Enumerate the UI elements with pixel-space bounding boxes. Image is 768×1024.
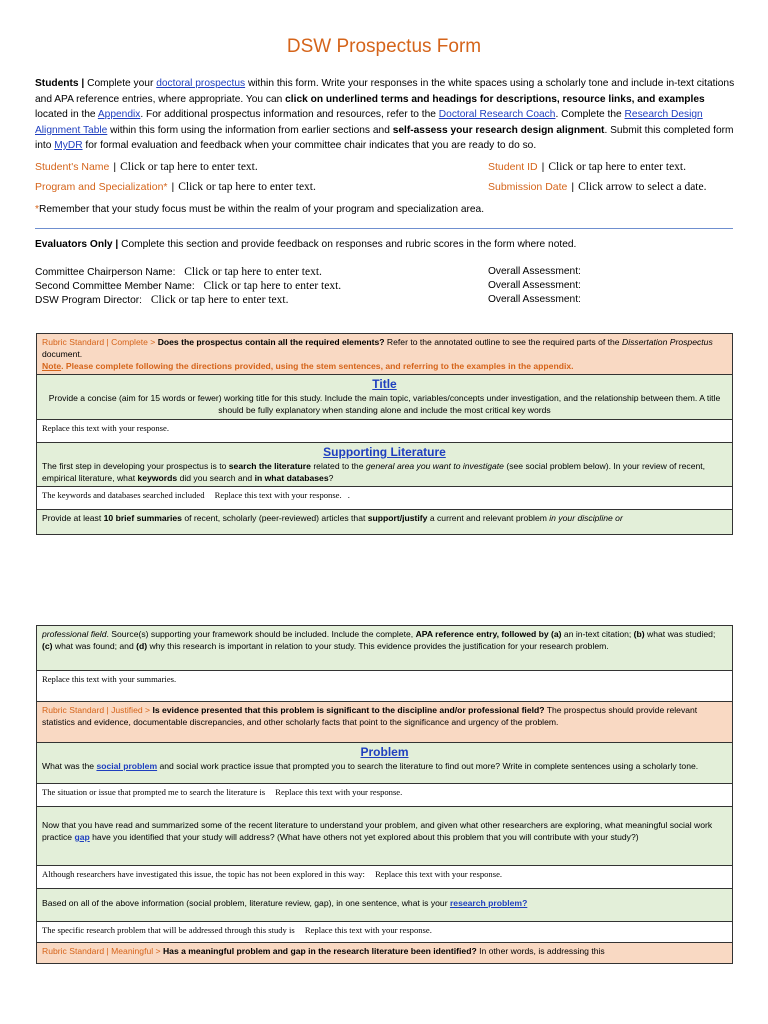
rubric-meaningful-cell: Rubric Standard | Meaningful > Has a meaningful problem and gap in the research literature been identified? In other words, is addressing this — [37, 943, 733, 964]
submission-date-row: Submission Date | Click arrow to select a date. — [488, 181, 707, 193]
gap-instructions-cell: Now that you have read and summarized some of the recent literature to understand your problem, and given what other researchers are exploring, what meaningful social work practice gap have you identified that your study will address? (What have others not yet explored about this problem that you will contribute with your study?) — [37, 807, 733, 866]
supporting-literature-heading-link[interactable]: Supporting Literature — [323, 445, 446, 459]
second-member-field[interactable]: Click or tap here to enter text. — [203, 280, 342, 292]
student-id-label: Student ID — [488, 161, 538, 173]
student-name-field[interactable]: Click or tap here to enter text. — [120, 161, 258, 173]
student-name-label: Student's Name — [35, 161, 110, 173]
research-problem-response-cell — [37, 922, 733, 943]
problem-heading-link[interactable]: Problem — [360, 745, 409, 759]
problem-stem: The situation or issue that prompted me to search the literature is — [42, 787, 266, 797]
doctoral-research-coach-link[interactable]: Doctoral Research Coach — [438, 109, 556, 120]
research-design-alignment-table-link[interactable]: Research Design Alignment Table — [35, 109, 703, 136]
student-id-field[interactable]: Click or tap here to enter text. — [548, 161, 686, 173]
keywords-response-field[interactable]: Replace this text with your response. — [214, 490, 342, 500]
students-instructions: Students | Complete your doctoral prospectus within this form. Write your responses in the white spaces using a scholarly tone and include in-text citations and APA reference entries, where appropriate. You can click on underlined terms and headings for descriptions, resource links, and examples located in the Appendix. For additional prospectus information and resources, refer to the Doctoral Research Coach. Complete the Research Design Alignment Table within this form using the information from earlier sections and self-assess your research design alignment. Submit this completed form into MyDR for formal evaluation and feedback when your committee chair indicates that you are ready to do so. — [35, 78, 735, 151]
program-field[interactable]: Click or tap here to enter text. — [178, 181, 316, 193]
student-id-row: Student ID | Click or tap here to enter text. — [488, 161, 686, 173]
research-problem-link[interactable]: research problem? — [449, 898, 528, 908]
director-field[interactable]: Click or tap here to enter text. — [150, 294, 289, 306]
research-problem-stem: The specific research problem that will be addressed through this study is — [42, 925, 295, 935]
gap-link[interactable]: gap — [74, 832, 90, 842]
title-instructions-cell: Title Provide a concise (aim for 15 words or fewer) working title for this study. Include the main topic, variables/concepts under investigation, and the relationship between them. A title should be fully explanatory when standing alone and include the most critical key words — [37, 375, 733, 420]
director-row — [35, 294, 288, 306]
rubric-justified-cell: Rubric Standard | Justified > Is evidence presented that this problem is significant to the discipline and/or professional field? The prospectus should provide relevant statistics and evidence, documentable discrepancies, and other scholarly facts that point to the significance and urgency of the problem. — [37, 702, 733, 743]
submission-date-picker[interactable]: Click arrow to select a date. — [578, 181, 707, 193]
title-response-field[interactable]: Replace this text with your response. — [37, 420, 733, 443]
rubric-complete-cell: Rubric Standard | Complete > Does the prospectus contain all the required elements? Refer to the annotated outline to see the required parts of the Dissertation Prospectus document. Note. Please complete following the directions provided, using the stem sentences, and referring to the examples in the appendix. — [37, 334, 733, 375]
director-overall[interactable]: Overall Assessment: — [488, 294, 581, 305]
second-member-overall[interactable]: Overall Assessment: — [488, 280, 581, 291]
summaries-response-field[interactable]: Replace this text with your summaries. — [37, 671, 733, 702]
problem-response-field[interactable]: Replace this text with your response. — [275, 787, 403, 797]
doctoral-prospectus-link[interactable]: doctoral prospectus — [156, 78, 246, 89]
section-divider — [35, 228, 733, 229]
keywords-stem: The keywords and databases searched included — [42, 490, 205, 500]
director-label: DSW Program Director: — [35, 295, 142, 306]
prospectus-table-part-2 — [36, 625, 733, 964]
page-2 — [0, 592, 768, 1024]
research-problem-response-field[interactable]: Replace this text with your response. — [304, 925, 432, 935]
chair-label: Committee Chairperson Name: — [35, 267, 176, 278]
gap-stem: Although researchers have investigated this issue, the topic has not been explored in this way: — [42, 869, 365, 879]
prospectus-table-part-1 — [36, 333, 733, 535]
research-problem-instructions-cell: Based on all of the above information (social problem, literature review, gap), in one sentence, what is your research problem? — [37, 889, 733, 922]
chair-overall[interactable]: Overall Assessment: — [488, 266, 581, 277]
social-problem-link[interactable]: social problem — [96, 761, 158, 771]
chair-field[interactable]: Click or tap here to enter text. — [184, 266, 322, 278]
literature-instructions-cell: Supporting Literature The first step in developing your prospectus is to search the literature related to the general area you want to investigate (see social problem below). In your review of recent, empirical literature, what keywords did you search and in what databases? — [37, 443, 733, 487]
students-label: Students | — [35, 78, 85, 89]
evaluators-instructions: Evaluators Only | Complete this section and provide feedback on responses and rubric scores in the form where noted. — [35, 239, 577, 250]
student-name-row: Student's Name | Click or tap here to enter text. — [35, 161, 258, 173]
remember-note: *Remember that your study focus must be within the realm of your program and specialization area. — [35, 204, 485, 215]
summaries-instructions-cell: Provide at least 10 brief summaries of recent, scholarly (peer-reviewed) articles that support/justify a current and relevant problem in your discipline or — [37, 510, 733, 535]
second-member-label: Second Committee Member Name: — [35, 281, 195, 292]
mydr-link[interactable]: MyDR — [54, 140, 83, 151]
summaries-instructions-continued: professional field. Source(s) supporting your framework should be included. Include the complete, APA reference entry, followed by (a) an in-text citation; (b) what was studied; (c) what was found; and (d) why this research is important in relation to your study. This evidence provides the justification for your research problem. — [37, 626, 733, 671]
second-member-row — [35, 280, 341, 292]
problem-instructions-cell: Problem What was the social problem and social work practice issue that prompted you to search the literature to find out more? Write in complete sentences using a scholarly tone. — [37, 743, 733, 784]
chair-row — [35, 266, 322, 278]
title-heading-link[interactable]: Title — [372, 377, 397, 391]
form-title: DSW Prospectus Form — [286, 36, 482, 57]
submission-date-label: Submission Date — [488, 181, 568, 193]
program-row: Program and Specialization* | Click or tap here to enter text. — [35, 181, 316, 193]
gap-response-field[interactable]: Replace this text with your response. — [375, 869, 503, 879]
appendix-link[interactable]: Appendix — [97, 109, 141, 120]
program-label: Program and Specialization* — [35, 181, 168, 193]
problem-response-cell — [37, 784, 733, 807]
gap-response-cell — [37, 866, 733, 889]
keywords-response-cell: The keywords and databases searched included Replace this text with your response. . — [37, 487, 733, 510]
